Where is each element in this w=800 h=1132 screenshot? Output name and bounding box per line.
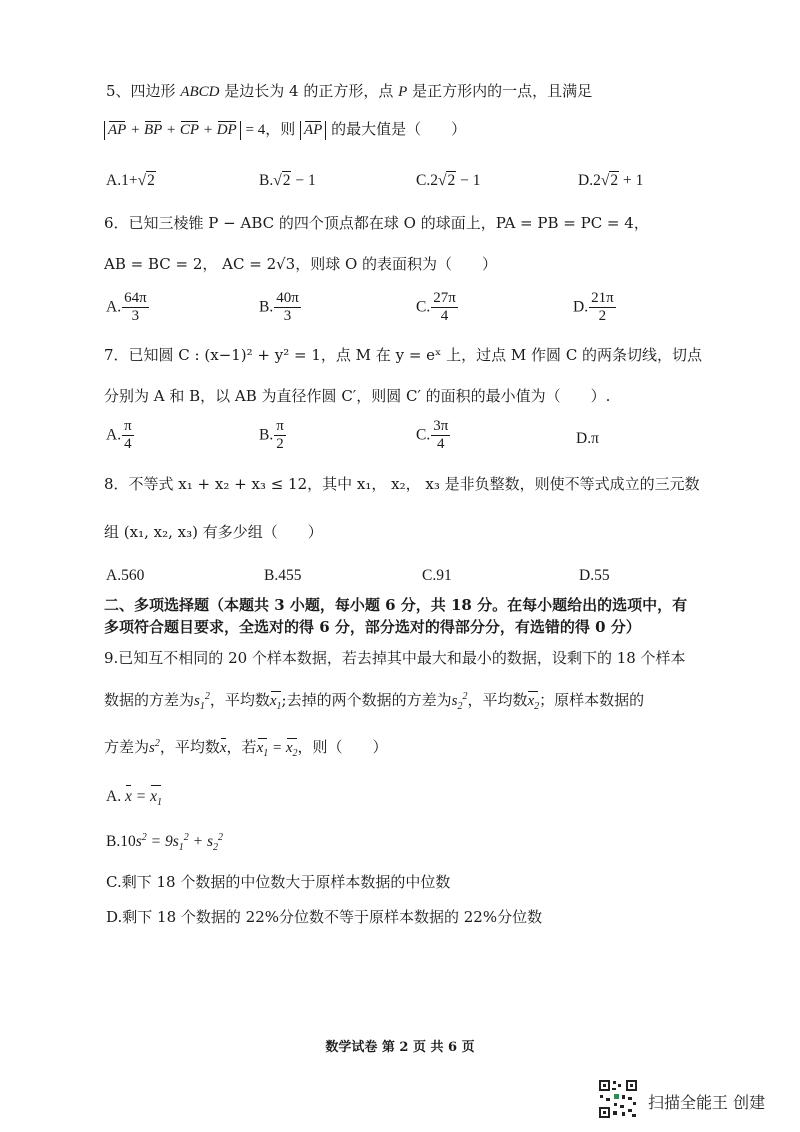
q8-option-d[interactable]: D.55 (579, 567, 610, 584)
qr-code-icon (598, 1079, 638, 1119)
q9-s1-squared: $s_1^2$ (194, 691, 210, 712)
q8-option-c[interactable]: C.91 (422, 567, 452, 584)
q5-text-max: 的最大值是（ ） (331, 120, 467, 138)
q9-x2-bar: $x_2$ (527, 693, 540, 712)
q6-option-a[interactable]: A. $\frac{64\pi}{3}$ (106, 290, 147, 325)
q5-eq-rhs: = 4 (245, 122, 266, 138)
q5-text-b: 是边长为 4 的正方形，点 (224, 82, 394, 100)
q7-stem-line1: 7．已知圆 C : (x−1)² + y² = 1，点 M 在 y = eˣ 上，过点 M 作圆 C 的两条切线，切点 (104, 346, 703, 364)
q9-option-b[interactable]: $B.10s^2 = 9s_1^2 + s_2^2$ (106, 832, 224, 854)
q5-stem-line2 (104, 121, 466, 140)
q5-option-b[interactable]: B.√2 − 1 (259, 172, 316, 189)
q5-text-then: ，则 (265, 120, 296, 138)
q5-stem-line1 (106, 84, 592, 100)
q7-option-c[interactable]: C. $\frac{3\pi}{4}$ (416, 418, 449, 453)
q5-p: P (398, 84, 408, 100)
q6-stem-line2: AB = BC = 2， AC = 2√3，则球 O 的表面积为（ ） (104, 255, 498, 273)
q9-condition: $x_1 = x_2$ (256, 740, 298, 759)
q9-option-a[interactable]: A. $x = x_1$ (106, 788, 162, 809)
q6-option-b[interactable]: B. $\frac{40\pi}{3}$ (259, 290, 299, 325)
q8-stem-line1: 8．不等式 x₁ + x₂ + x₃ ≤ 12，其中 x₁， x₂， x₃ 是非负整数，则使不等式成立的三元数 (104, 475, 700, 493)
q8-option-b[interactable]: B.455 (264, 567, 302, 584)
q9-option-d[interactable]: D.剩下 18 个数据的 22%分位数不等于原样本数据的 22%分位数 (106, 908, 543, 926)
q7-option-d[interactable]: D.π (576, 430, 599, 447)
q5-abcd: ABCD (180, 84, 220, 100)
q5-abs-ap: AP (300, 121, 326, 140)
q5-option-d[interactable]: D.2√2 + 1 (578, 172, 644, 189)
q7-stem-line2: 分别为 A 和 B，以 AB 为直径作圆 C′，则圆 C′ 的面积的最小值为（ ）. (104, 387, 611, 405)
q6-stem-line1: 6．已知三棱锥 P − ABC 的四个顶点都在球 O 的球面上，PA = PB = PC = 4， (104, 214, 649, 232)
page-footer: 数学试卷 第 2 页 共 6 页 (325, 1040, 475, 1055)
q9-x1-bar: $x_1$ (269, 693, 282, 712)
q5-number: 5、四边形 (106, 82, 176, 100)
scanner-watermark: 扫描全能王 创建 (648, 1093, 766, 1112)
q6-option-c[interactable]: C. $\frac{27\pi}{4}$ (416, 290, 456, 325)
q8-stem-line2: 组 (x₁, x₂, x₃) 有多少组（ ） (104, 523, 323, 541)
section2-heading-line1: 二、多项选择题（本题共 3 小题，每小题 6 分，共 18 分。在每小题给出的选项中，有 (104, 596, 688, 614)
q6-option-d[interactable]: D. $\frac{21\pi}{2}$ (573, 290, 614, 325)
q7-option-b[interactable]: B. $\frac{\pi}{2}$ (259, 418, 284, 453)
q9-s-squared: $s^2$ (149, 738, 160, 756)
q7-option-a[interactable]: A. $\frac{\pi}{4}$ (106, 418, 132, 453)
q9-x-bar: x (219, 740, 227, 756)
q9-option-c[interactable]: C.剩下 18 个数据的中位数大于原样本数据的中位数 (106, 873, 451, 891)
q9-stem-line1: 9.已知互不相同的 20 个样本数据，若去掉其中最大和最小的数据，设剩下的 18 个样本 (104, 649, 686, 667)
q5-option-a[interactable]: A.1+√2 (106, 172, 155, 189)
section2-heading-line2: 多项符合题目要求，全选对的得 6 分，部分选对的得部分分，有选错的得 0 分） (104, 618, 641, 636)
q8-option-a[interactable]: A.560 (106, 567, 145, 584)
q9-s2-squared: $s_2^2$ (451, 691, 468, 712)
q9-stem-line2: 数据的方差为$s_1^2$，平均数$x_1$;去掉的两个数据的方差为$s_2^2$，平均数$x_2$；原样本数据的 (104, 691, 645, 712)
q5-text-c: 是正方形内的一点，且满足 (412, 82, 593, 100)
q9-stem-line3: 方差为$s^2$，平均数x，若$x_1 = x_2$，则（ ） (104, 738, 388, 759)
q5-option-c[interactable]: C.2√2 − 1 (416, 172, 481, 189)
q5-vector-sum: AP + BP + CP + DP (104, 121, 241, 140)
